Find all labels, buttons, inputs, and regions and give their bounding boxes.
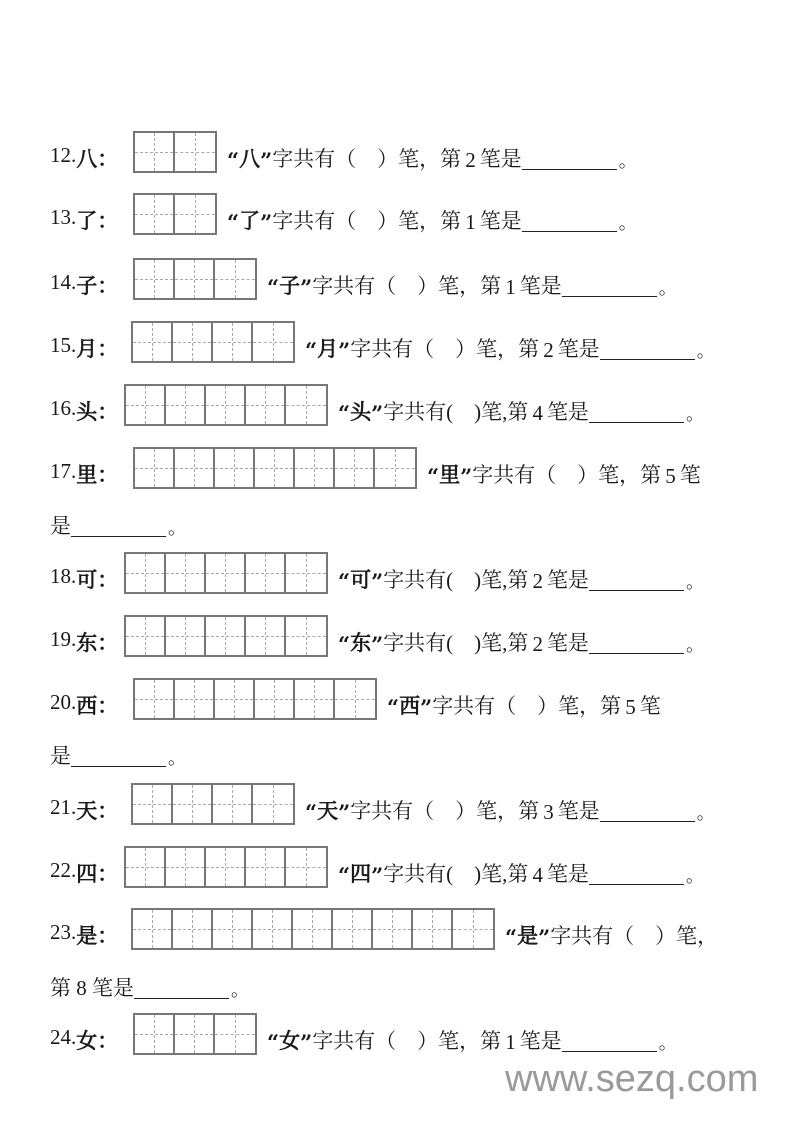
- writing-cell[interactable]: [206, 617, 246, 655]
- writing-cell[interactable]: [135, 260, 175, 298]
- close-quote: ”: [538, 925, 551, 950]
- colon: ：: [97, 399, 119, 424]
- target-character: 子: [76, 273, 98, 298]
- writing-cell[interactable]: [173, 910, 213, 948]
- open-quote: “: [305, 800, 318, 825]
- question-number: 20.: [50, 690, 77, 714]
- quoted-character: 子: [279, 273, 301, 298]
- writing-cell[interactable]: [166, 617, 206, 655]
- quoted-character: 是: [517, 923, 539, 948]
- open-quote: “: [267, 275, 280, 300]
- writing-cell[interactable]: [206, 848, 246, 886]
- question-label: [50, 205, 133, 235]
- period: 。: [658, 1033, 677, 1053]
- period: 。: [685, 866, 704, 886]
- quoted-character: 里: [439, 462, 461, 487]
- question-continuation: [50, 510, 186, 540]
- period: 。: [685, 404, 704, 424]
- question-row: [50, 678, 661, 720]
- colon: ：: [97, 693, 119, 718]
- writing-cell[interactable]: [173, 323, 213, 361]
- question-label: [50, 627, 124, 657]
- tianzige-grid[interactable]: [131, 321, 295, 363]
- writing-cell[interactable]: [253, 323, 293, 361]
- period: 。: [658, 278, 677, 298]
- stroke-number: 1: [505, 1030, 516, 1054]
- writing-cell[interactable]: [295, 680, 335, 718]
- period: 。: [685, 635, 704, 655]
- stroke-number: 4: [532, 863, 543, 887]
- writing-cell[interactable]: [213, 910, 253, 948]
- open-quote: “: [387, 695, 400, 720]
- answer-blank[interactable]: [71, 515, 166, 537]
- writing-cell[interactable]: [126, 617, 166, 655]
- question-row: [50, 908, 718, 950]
- writing-cell[interactable]: [453, 910, 493, 948]
- open-quote: “: [338, 632, 351, 657]
- tianzige-grid[interactable]: [133, 193, 217, 235]
- close-quote: ”: [371, 569, 384, 594]
- continuation-text: 第 8 笔是: [50, 976, 134, 1000]
- prompt-text-2: 笔是: [546, 568, 589, 592]
- prompt-text: 字共有( )笔,第: [383, 631, 529, 655]
- answer-blank[interactable]: [522, 210, 617, 232]
- writing-cell[interactable]: [335, 680, 375, 718]
- colon: ：: [97, 630, 119, 655]
- writing-cell[interactable]: [206, 554, 246, 592]
- question-number: 16.: [50, 396, 77, 420]
- stroke-number: 2: [543, 338, 554, 362]
- period: 。: [231, 980, 249, 1000]
- writing-cell[interactable]: [286, 848, 326, 886]
- prompt-text: 字共有（ ）笔，第: [272, 147, 462, 171]
- quoted-character: 天: [317, 798, 339, 823]
- writing-cell[interactable]: [373, 910, 413, 948]
- prompt-text: 字共有（ ）笔，第: [350, 799, 540, 823]
- writing-cell[interactable]: [173, 785, 213, 823]
- writing-cell[interactable]: [215, 1015, 255, 1053]
- close-quote: ”: [260, 148, 273, 173]
- close-quote: ”: [338, 338, 351, 363]
- period: 。: [696, 803, 715, 823]
- colon: ：: [97, 462, 119, 487]
- writing-cell[interactable]: [286, 554, 326, 592]
- close-quote: ”: [460, 464, 473, 489]
- writing-cell[interactable]: [175, 133, 215, 171]
- colon: ：: [97, 273, 119, 298]
- open-quote: “: [427, 464, 440, 489]
- writing-cell[interactable]: [175, 449, 215, 487]
- close-quote: ”: [260, 210, 273, 235]
- question-continuation: [50, 972, 249, 1002]
- stroke-number: 2: [532, 632, 543, 656]
- answer-blank[interactable]: [562, 1030, 657, 1052]
- answer-blank[interactable]: [589, 863, 684, 885]
- writing-cell[interactable]: [166, 848, 206, 886]
- continuation-text: 是: [50, 514, 71, 538]
- writing-cell[interactable]: [215, 680, 255, 718]
- prompt-text-2: 笔: [639, 694, 661, 718]
- question-number: 22.: [50, 858, 77, 882]
- target-character: 可: [76, 567, 98, 592]
- writing-cell[interactable]: [126, 848, 166, 886]
- target-character: 西: [76, 693, 98, 718]
- open-quote: “: [305, 338, 318, 363]
- writing-cell[interactable]: [166, 386, 206, 424]
- question-number: 18.: [50, 564, 77, 588]
- writing-cell[interactable]: [255, 449, 295, 487]
- colon: ：: [97, 146, 119, 171]
- prompt-text-2: 笔是: [557, 799, 600, 823]
- tianzige-grid[interactable]: [124, 846, 328, 888]
- tianzige-grid[interactable]: [133, 131, 217, 173]
- stroke-number: 5: [665, 464, 676, 488]
- question-label: [50, 690, 133, 720]
- answer-blank[interactable]: [600, 338, 695, 360]
- stroke-number: 5: [625, 695, 636, 719]
- writing-cell[interactable]: [135, 1015, 175, 1053]
- colon: ：: [97, 798, 119, 823]
- colon: ：: [97, 923, 119, 948]
- writing-cell[interactable]: [133, 323, 173, 361]
- writing-cell[interactable]: [413, 910, 453, 948]
- writing-cell[interactable]: [295, 449, 335, 487]
- target-character: 八: [76, 146, 98, 171]
- question-label: [50, 564, 124, 594]
- writing-cell[interactable]: [215, 260, 255, 298]
- question-label: [50, 333, 131, 363]
- tianzige-grid[interactable]: [124, 615, 328, 657]
- stroke-number: 3: [543, 800, 554, 824]
- question-label: [50, 396, 124, 426]
- writing-cell[interactable]: [133, 785, 173, 823]
- close-quote: ”: [371, 401, 384, 426]
- prompt-text: 字共有（ ）笔，第: [472, 463, 662, 487]
- writing-cell[interactable]: [213, 323, 253, 361]
- question-number: 17.: [50, 459, 77, 483]
- question-row: [50, 783, 715, 825]
- writing-cell[interactable]: [213, 785, 253, 823]
- writing-cell[interactable]: [126, 554, 166, 592]
- writing-cell[interactable]: [246, 554, 286, 592]
- answer-blank[interactable]: [600, 800, 695, 822]
- close-quote: ”: [371, 863, 384, 888]
- question-row: [50, 447, 701, 489]
- writing-cell[interactable]: [175, 1015, 215, 1053]
- close-quote: ”: [300, 1030, 313, 1055]
- watermark: www.sezq.com: [505, 1058, 759, 1100]
- colon: ：: [97, 208, 119, 233]
- answer-blank[interactable]: [71, 745, 166, 767]
- prompt-text-2: 笔是: [557, 337, 600, 361]
- question-label: [50, 858, 124, 888]
- open-quote: “: [267, 1030, 280, 1055]
- colon: ：: [97, 861, 119, 886]
- question-number: 24.: [50, 1025, 77, 1049]
- writing-cell[interactable]: [166, 554, 206, 592]
- tianzige-grid[interactable]: [133, 258, 257, 300]
- quoted-character: 西: [399, 693, 421, 718]
- question-label: [50, 920, 131, 950]
- writing-cell[interactable]: [375, 449, 415, 487]
- quoted-character: 女: [279, 1028, 301, 1053]
- question-number: 13.: [50, 205, 77, 229]
- question-row: [50, 131, 637, 173]
- quoted-character: 可: [350, 567, 372, 592]
- question-continuation: [50, 740, 186, 770]
- writing-cell[interactable]: [246, 848, 286, 886]
- prompt-text-2: 笔是: [546, 400, 589, 424]
- target-character: 女: [76, 1028, 98, 1053]
- period: 。: [168, 748, 186, 768]
- question-row: [50, 615, 704, 657]
- answer-blank[interactable]: [134, 977, 229, 999]
- answer-blank[interactable]: [589, 569, 684, 591]
- question-row: [50, 552, 704, 594]
- period: 。: [696, 341, 715, 361]
- target-character: 天: [76, 798, 98, 823]
- question-label: [50, 795, 131, 825]
- writing-cell[interactable]: [126, 386, 166, 424]
- answer-blank[interactable]: [589, 632, 684, 654]
- writing-cell[interactable]: [335, 449, 375, 487]
- writing-cell[interactable]: [286, 386, 326, 424]
- question-row: [50, 846, 704, 888]
- question-label: [50, 143, 133, 173]
- target-character: 了: [76, 208, 98, 233]
- close-quote: ”: [420, 695, 433, 720]
- close-quote: ”: [371, 632, 384, 657]
- question-label: [50, 270, 133, 300]
- writing-cell[interactable]: [333, 910, 373, 948]
- writing-cell[interactable]: [293, 910, 333, 948]
- answer-blank[interactable]: [562, 275, 657, 297]
- prompt-text: 字共有（ ）笔，第: [312, 1029, 502, 1053]
- writing-cell[interactable]: [206, 386, 246, 424]
- answer-blank[interactable]: [522, 148, 617, 170]
- prompt-text-2: 笔是: [479, 209, 522, 233]
- writing-cell[interactable]: [255, 680, 295, 718]
- tianzige-grid[interactable]: [124, 384, 328, 426]
- tianzige-grid[interactable]: [131, 908, 495, 950]
- prompt-text: 字共有( )笔,第: [383, 400, 529, 424]
- writing-cell[interactable]: [135, 133, 175, 171]
- tianzige-grid[interactable]: [133, 678, 377, 720]
- question-number: 12.: [50, 143, 77, 167]
- question-number: 23.: [50, 920, 77, 944]
- quoted-character: 东: [350, 630, 372, 655]
- open-quote: “: [338, 401, 351, 426]
- colon: ：: [97, 1028, 119, 1053]
- open-quote: “: [227, 148, 240, 173]
- writing-cell[interactable]: [135, 449, 175, 487]
- writing-cell[interactable]: [175, 260, 215, 298]
- target-character: 里: [76, 462, 98, 487]
- open-quote: “: [338, 863, 351, 888]
- quoted-character: 八: [239, 146, 261, 171]
- writing-cell[interactable]: [253, 910, 293, 948]
- prompt-text: 字共有（ ）笔，第: [312, 274, 502, 298]
- quoted-character: 月: [317, 336, 339, 361]
- continuation-text: 是: [50, 744, 71, 768]
- writing-cell[interactable]: [133, 910, 173, 948]
- question-row: [50, 321, 715, 363]
- prompt-text-2: 笔: [679, 463, 701, 487]
- stroke-number: 2: [465, 148, 476, 172]
- period: 。: [618, 151, 637, 171]
- question-row: [50, 193, 637, 235]
- prompt-text-2: 笔是: [479, 147, 522, 171]
- prompt-text: 字共有（ ）笔，: [550, 924, 719, 948]
- quoted-character: 了: [239, 208, 261, 233]
- prompt-text: 字共有（ ）笔，第: [350, 337, 540, 361]
- question-number: 21.: [50, 795, 77, 819]
- prompt-text-2: 笔是: [546, 862, 589, 886]
- answer-blank[interactable]: [589, 401, 684, 423]
- writing-cell[interactable]: [215, 449, 255, 487]
- prompt-text-2: 笔是: [519, 1029, 562, 1053]
- colon: ：: [97, 567, 119, 592]
- stroke-number: 1: [465, 210, 476, 234]
- prompt-text-2: 笔是: [519, 274, 562, 298]
- writing-cell[interactable]: [135, 195, 175, 233]
- question-number: 14.: [50, 270, 77, 294]
- writing-cell[interactable]: [135, 680, 175, 718]
- writing-cell[interactable]: [175, 680, 215, 718]
- prompt-text: 字共有( )笔,第: [383, 568, 529, 592]
- writing-cell[interactable]: [253, 785, 293, 823]
- writing-cell[interactable]: [246, 617, 286, 655]
- close-quote: ”: [300, 275, 313, 300]
- target-character: 头: [76, 399, 98, 424]
- prompt-text: 字共有( )笔,第: [383, 862, 529, 886]
- period: 。: [685, 572, 704, 592]
- stroke-number: 2: [532, 569, 543, 593]
- target-character: 月: [76, 336, 98, 361]
- question-number: 15.: [50, 333, 77, 357]
- question-label: [50, 1025, 133, 1055]
- tianzige-grid[interactable]: [133, 447, 417, 489]
- question-row: [50, 1013, 677, 1055]
- period: 。: [168, 518, 186, 538]
- question-row: [50, 384, 704, 426]
- open-quote: “: [505, 925, 518, 950]
- tianzige-grid[interactable]: [131, 783, 295, 825]
- open-quote: “: [227, 210, 240, 235]
- target-character: 四: [76, 861, 98, 886]
- open-quote: “: [338, 569, 351, 594]
- target-character: 是: [76, 923, 98, 948]
- question-number: 19.: [50, 627, 77, 651]
- writing-cell[interactable]: [246, 386, 286, 424]
- prompt-text: 字共有（ ）笔，第: [272, 209, 462, 233]
- writing-cell[interactable]: [175, 195, 215, 233]
- prompt-text-2: 笔是: [546, 631, 589, 655]
- question-row: [50, 258, 677, 300]
- quoted-character: 头: [350, 399, 372, 424]
- prompt-text: 字共有（ ）笔，第: [432, 694, 622, 718]
- quoted-character: 四: [350, 861, 372, 886]
- close-quote: ”: [338, 800, 351, 825]
- question-label: [50, 459, 133, 489]
- period: 。: [618, 213, 637, 233]
- stroke-number: 1: [505, 275, 516, 299]
- tianzige-grid[interactable]: [133, 1013, 257, 1055]
- tianzige-grid[interactable]: [124, 552, 328, 594]
- target-character: 东: [76, 630, 98, 655]
- writing-cell[interactable]: [286, 617, 326, 655]
- colon: ：: [97, 336, 119, 361]
- stroke-number: 4: [532, 401, 543, 425]
